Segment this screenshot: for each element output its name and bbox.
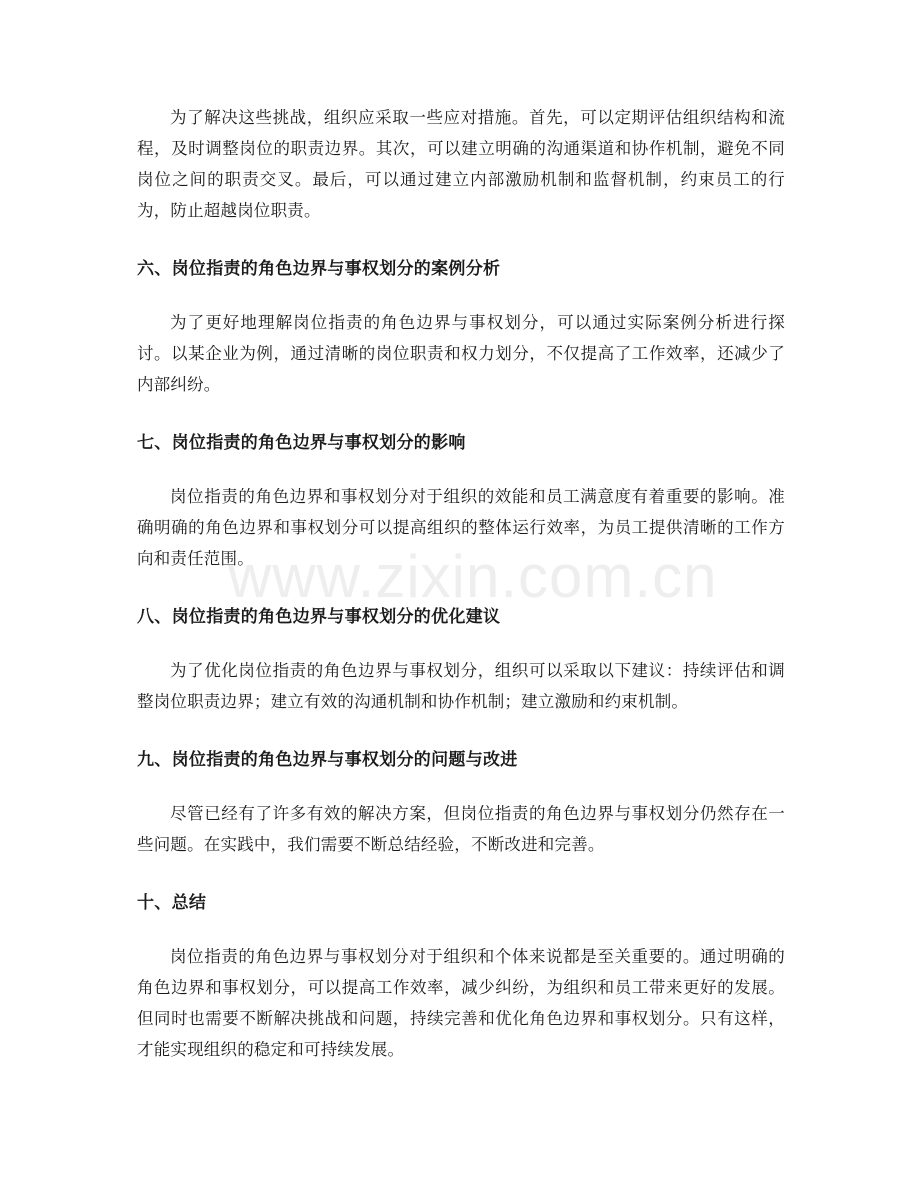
intro-paragraph: 为了解决这些挑战，组织应采取一些应对措施。首先，可以定期评估组织结构和流程，及时调整岗位的职责边界。其次，可以建立明确的沟通渠道和协作机制，避免不同岗位之间的职责交叉。最后，可以通过建立内部激励机制和监督机制，约束员工的行为，防止超越岗位职责。	[137, 108, 785, 220]
section-heading-7: 七、岗位指责的角色边界与事权划分的影响	[137, 433, 466, 453]
document-content	[137, 102, 785, 1065]
section-heading-6: 六、岗位指责的角色边界与事权划分的案例分析	[137, 259, 501, 279]
section-heading-8: 八、岗位指责的角色边界与事权划分的优化建议	[137, 607, 501, 627]
section-body-6: 为了更好地理解岗位指责的角色边界与事权划分，可以通过实际案例分析进行探讨。以某企业为例，通过清晰的岗位职责和权力划分，不仅提高了工作效率，还减少了内部纠纷。	[137, 313, 785, 394]
section-heading-9: 九、岗位指责的角色边界与事权划分的问题与改进	[137, 750, 518, 770]
section-heading-10: 十、总结	[137, 893, 207, 913]
section-body-7: 岗位指责的角色边界和事权划分对于组织的效能和员工满意度有着重要的影响。准确明确的角色边界和事权划分可以提高组织的整体运行效率，为员工提供清晰的工作方向和责任范围。	[137, 487, 785, 568]
section-body-10: 岗位指责的角色边界与事权划分对于组织和个体来说都是至关重要的。通过明确的角色边界和事权划分，可以提高工作效率，减少纠纷，为组织和员工带来更好的发展。但同时也需要不断解决挑战和问题，持续完善和优化角色边界和事权划分。只有这样，才能实现组织的稳定和可持续发展。	[137, 947, 785, 1059]
section-body-9: 尽管已经有了许多有效的解决方案，但岗位指责的角色边界与事权划分仍然存在一些问题。在实践中，我们需要不断总结经验，不断改进和完善。	[137, 804, 785, 854]
section-body-8: 为了优化岗位指责的角色边界与事权划分，组织可以采取以下建议：持续评估和调整岗位职责边界；建立有效的沟通机制和协作机制；建立激励和约束机制。	[137, 661, 785, 711]
watermark-text: www.zixin.com.cn	[228, 543, 718, 610]
